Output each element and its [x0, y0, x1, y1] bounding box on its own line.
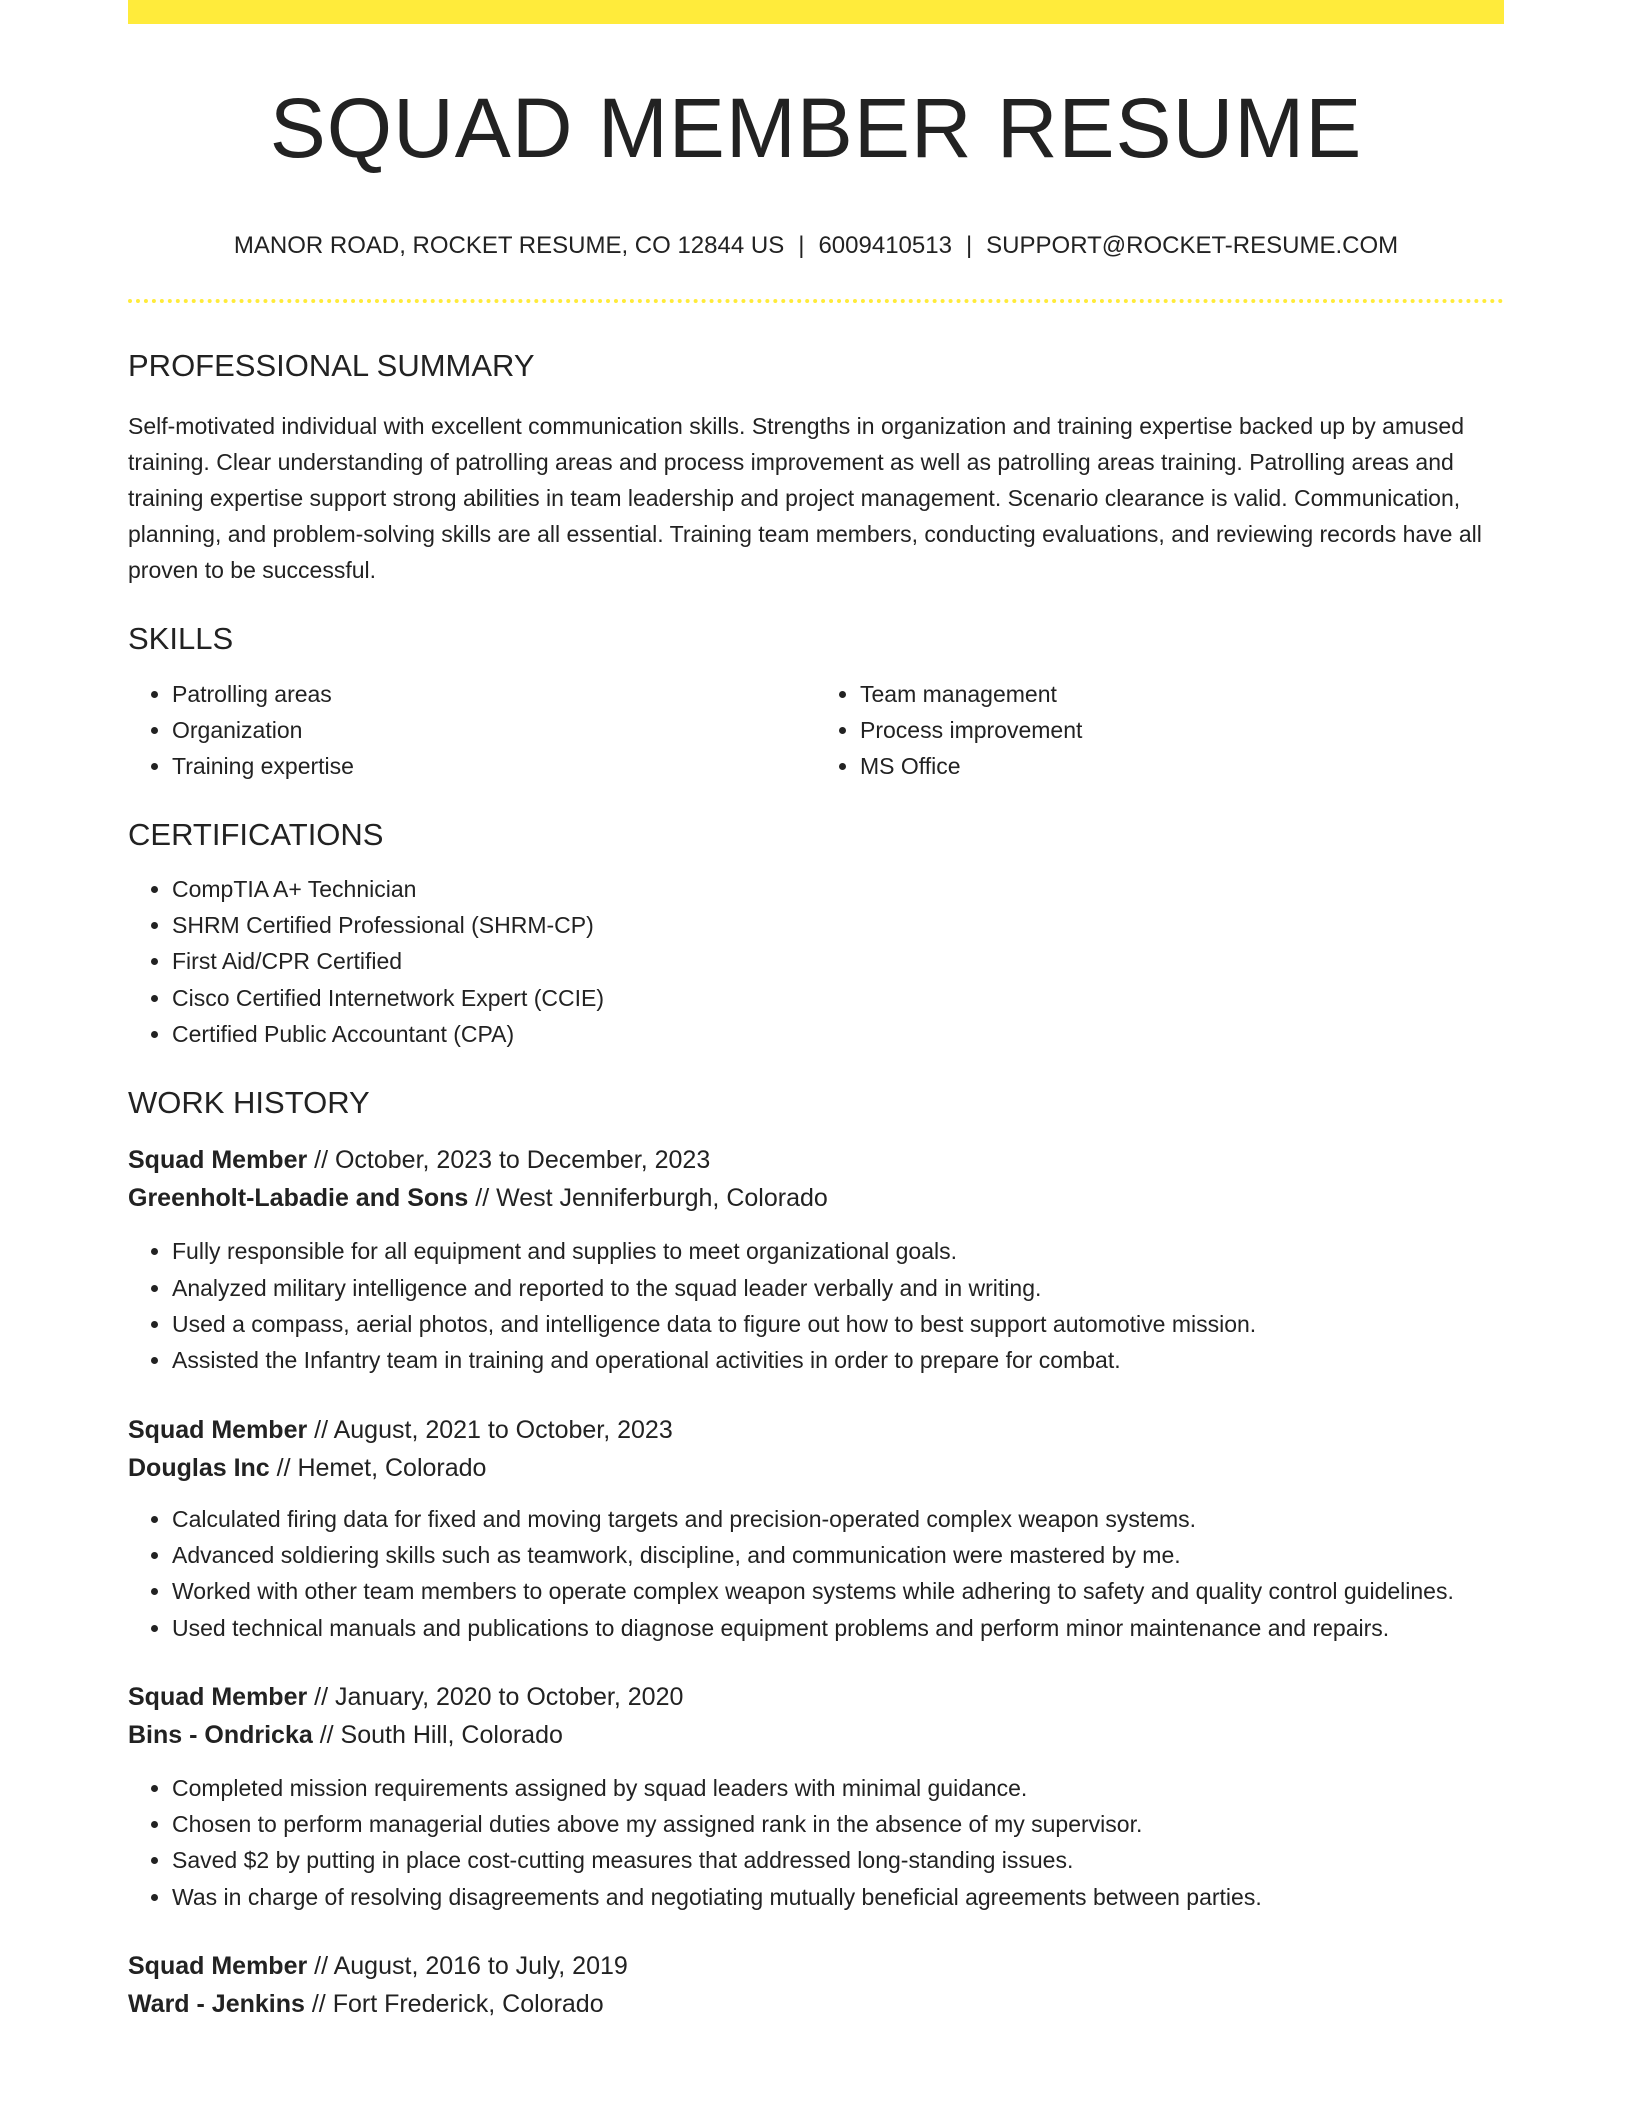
contact-separator: |: [798, 232, 805, 260]
job-location: // Fort Frederick, Colorado: [304, 1989, 604, 2018]
skills-grid: [128, 676, 1504, 784]
job-company-line: [128, 1179, 1504, 1217]
skill-item: • Organization: [172, 712, 816, 748]
summary-section: [128, 347, 1504, 588]
job-entry: [128, 1141, 1504, 1378]
skills-left-list: [128, 676, 816, 784]
job-location: // West Jenniferburgh, Colorado: [468, 1184, 828, 1213]
job-company-line: [128, 1985, 1504, 2023]
skill-item: • Patrolling areas: [172, 676, 816, 712]
section-heading-summary: PROFESSIONAL SUMMARY: [128, 348, 535, 384]
job-bullet: • Used technical manuals and publications to diagnose equipment problems and perform minor maintenance and repairs.: [172, 1610, 1504, 1646]
contact-phone: 6009410513: [818, 232, 952, 260]
certifications-list: [128, 871, 1504, 1052]
job-entry: [128, 1947, 1504, 2023]
job-title: Squad Member: [128, 1682, 308, 1711]
contact-email: SUPPORT@ROCKET-RESUME.COM: [986, 232, 1399, 260]
job-bullet: • Chosen to perform managerial duties above my assigned rank in the absence of my supervisor.: [172, 1806, 1504, 1842]
job-company-line: [128, 1716, 1504, 1754]
section-heading-skills: SKILLS: [128, 621, 234, 657]
contact-separator: |: [965, 232, 973, 260]
skill-item: • MS Office: [860, 748, 1504, 784]
job-bullets: [128, 1233, 1504, 1378]
job-title-line: [128, 1411, 1504, 1449]
job-company-line: [128, 1449, 1504, 1487]
job-dates: // January, 2020 to October, 2020: [307, 1682, 684, 1711]
job-location: // Hemet, Colorado: [269, 1453, 487, 1482]
job-location: // South Hill, Colorado: [312, 1720, 563, 1749]
job-title-line: [128, 1678, 1504, 1716]
resume-page: [128, 0, 1504, 2023]
section-heading-work-history: WORK HISTORY: [128, 1085, 370, 1121]
skills-section: [128, 620, 1504, 783]
job-bullet: • Fully responsible for all equipment and supplies to meet organizational goals.: [172, 1233, 1504, 1269]
top-accent-bar: [128, 0, 1504, 24]
job-title-line: [128, 1947, 1504, 1985]
certification-item: • CompTIA A+ Technician: [172, 871, 1504, 907]
contact-line: [128, 232, 1504, 261]
work-history-section: [128, 1084, 1504, 2023]
contact-address: MANOR ROAD, ROCKET RESUME, CO 12844 US: [233, 232, 785, 260]
job-company: Ward - Jenkins: [128, 1989, 305, 2018]
certification-item: • SHRM Certified Professional (SHRM-CP): [172, 907, 1504, 943]
job-bullet: • Used a compass, aerial photos, and intelligence data to figure out how to best support automotive mission.: [172, 1306, 1504, 1342]
job-bullet: • Calculated firing data for fixed and moving targets and precision-operated complex weapon systems.: [172, 1501, 1504, 1537]
job-title-line: [128, 1141, 1504, 1179]
certifications-section: [128, 816, 1504, 1053]
job-entry: [128, 1678, 1504, 1915]
certification-item: • Certified Public Accountant (CPA): [172, 1016, 1504, 1052]
job-bullet: • Completed mission requirements assigned by squad leaders with minimal guidance.: [172, 1770, 1504, 1806]
job-bullets: [128, 1770, 1504, 1915]
job-dates: // August, 2021 to October, 2023: [307, 1415, 673, 1444]
certification-item: • First Aid/CPR Certified: [172, 943, 1504, 979]
job-company: Douglas Inc: [128, 1453, 270, 1482]
job-company: Greenholt-Labadie and Sons: [128, 1184, 469, 1213]
skill-item: • Team management: [860, 676, 1504, 712]
job-title: Squad Member: [128, 1951, 308, 1980]
skill-item: • Training expertise: [172, 748, 816, 784]
resume-title: SQUAD MEMBER RESUME: [269, 81, 1363, 175]
summary-text: Self-motivated individual with excellent communication skills. Strengths in organization and training expertise backed up by amused training. Clear understanding of patrolling areas and process improvement as well as patrolling areas training. Patrolling areas and training expertise support strong abilities in team leadership and project management. Scenario clearance is valid. Communication, planning, and problem-solving skills are all essential. Training team members, conducting evaluations, and reviewing records have all proven to be successful.: [128, 413, 1482, 584]
job-company: Bins - Ondricka: [128, 1720, 313, 1749]
job-bullet: • Was in charge of resolving disagreements and negotiating mutually beneficial agreements between parties.: [172, 1879, 1504, 1915]
job-bullet: • Saved $2 by putting in place cost-cutting measures that addressed long-standing issues.: [172, 1842, 1504, 1878]
job-dates: // August, 2016 to July, 2019: [307, 1951, 628, 1980]
job-bullet: • Worked with other team members to operate complex weapon systems while adhering to safety and quality control guidelines.: [172, 1573, 1504, 1609]
skills-right-list: [816, 676, 1504, 784]
job-entry: [128, 1411, 1504, 1646]
dotted-divider: [128, 299, 1504, 303]
skill-item: • Process improvement: [860, 712, 1504, 748]
section-heading-certifications: CERTIFICATIONS: [128, 816, 384, 852]
job-title: Squad Member: [128, 1146, 308, 1175]
job-title: Squad Member: [128, 1415, 308, 1444]
job-bullet: • Analyzed military intelligence and reported to the squad leader verbally and in writing.: [172, 1270, 1504, 1306]
certification-item: • Cisco Certified Internetwork Expert (CCIE): [172, 980, 1504, 1016]
job-bullet: • Assisted the Infantry team in training and operational activities in order to prepare for combat.: [172, 1342, 1504, 1378]
job-dates: // October, 2023 to December, 2023: [307, 1146, 711, 1175]
job-bullet: • Advanced soldiering skills such as teamwork, discipline, and communication were mastered by me.: [172, 1537, 1504, 1573]
job-bullets: [128, 1501, 1504, 1646]
